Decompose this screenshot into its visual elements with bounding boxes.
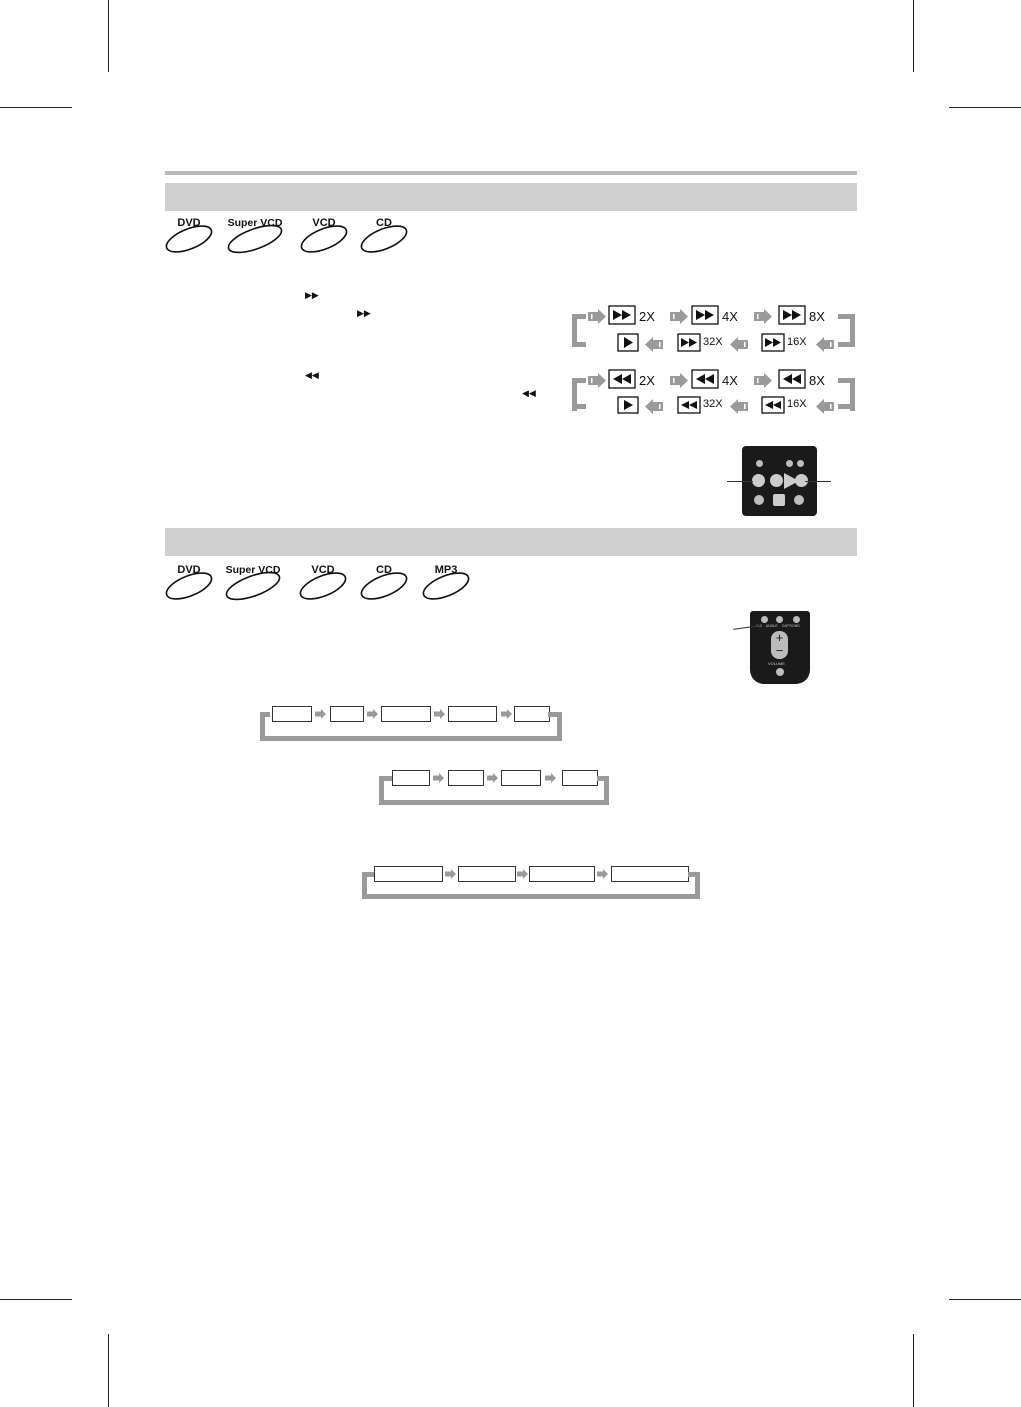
mute-button <box>776 668 784 676</box>
disc-badge-super-vcd <box>224 219 286 255</box>
crop-mark <box>0 107 72 108</box>
section-header-band <box>165 528 857 556</box>
cycle-return-line <box>260 712 270 717</box>
disc-badge-dvd <box>163 219 215 255</box>
remote-button <box>786 460 793 467</box>
cycle-return-line <box>362 872 700 899</box>
speed-label: 32X <box>703 398 723 410</box>
cycle-return-line <box>379 776 392 781</box>
speed-label: 8X <box>809 309 825 324</box>
rewind-button <box>752 474 765 487</box>
disc-label: Super VCD <box>225 564 281 576</box>
disc-label: VCD <box>311 564 335 576</box>
disc-label: MP3 <box>434 564 458 576</box>
angle-button <box>776 616 783 623</box>
speed-label: 2X <box>639 373 655 388</box>
callout-leader <box>805 481 831 482</box>
cycle-return-line <box>597 776 607 781</box>
disc-label: CD <box>376 217 392 229</box>
crop-mark <box>949 107 1021 108</box>
disc-badge-cd <box>358 566 410 602</box>
volume-rocker: + − <box>771 631 788 659</box>
cycle-return-line <box>688 872 700 877</box>
ab-button <box>761 616 768 623</box>
remote-button <box>756 460 763 467</box>
speed-label: 4X <box>722 309 738 324</box>
speed-label: 32X <box>703 336 723 348</box>
callout-leader <box>727 481 753 482</box>
disc-badge-vcd <box>297 566 349 602</box>
cycle-return-line <box>548 712 560 717</box>
disc-label: DVD <box>177 564 201 576</box>
disc-badge-cd <box>358 219 410 255</box>
disc-label: VCD <box>312 217 336 229</box>
captions-button <box>793 616 800 623</box>
disc-label: CD <box>376 564 392 576</box>
header-rule <box>165 171 857 175</box>
previous-button <box>754 495 764 505</box>
stop-button <box>773 494 785 506</box>
remote-control-photo <box>750 611 810 684</box>
fast-forward-icon: ▶▶ <box>305 291 319 301</box>
section-header-band <box>165 183 857 211</box>
speed-label: 16X <box>787 398 807 410</box>
disc-label: DVD <box>177 217 201 229</box>
speed-label: 8X <box>809 373 825 388</box>
remote-label: ANGLE <box>765 624 778 628</box>
fast-forward-icon: ▶▶ <box>357 309 371 319</box>
disc-badge-dvd <box>163 566 215 602</box>
disc-badge-vcd <box>298 219 350 255</box>
cycle-return-line <box>379 776 609 805</box>
disc-badge-super-vcd <box>222 566 284 602</box>
crop-mark <box>0 1299 72 1300</box>
crop-mark <box>108 0 109 72</box>
volume-label: VOLUME <box>768 661 785 666</box>
fast-reverse-icon: ◀◀ <box>522 389 536 399</box>
next-button <box>794 495 804 505</box>
crop-mark <box>949 1299 1021 1300</box>
speed-label: 4X <box>722 373 738 388</box>
fast-reverse-icon: ◀◀ <box>305 371 319 381</box>
crop-mark <box>108 1334 109 1407</box>
speed-label: 2X <box>639 309 655 324</box>
disc-badge-mp3 <box>420 566 472 602</box>
disc-label: Super VCD <box>227 217 283 229</box>
crop-mark <box>913 0 914 72</box>
remote-button <box>797 460 804 467</box>
cycle-return-line <box>362 872 374 877</box>
speed-label: 16X <box>787 336 807 348</box>
remote-label: CAPTIONS <box>781 624 800 628</box>
cycle-return-line <box>260 712 562 741</box>
crop-mark <box>913 1334 914 1407</box>
